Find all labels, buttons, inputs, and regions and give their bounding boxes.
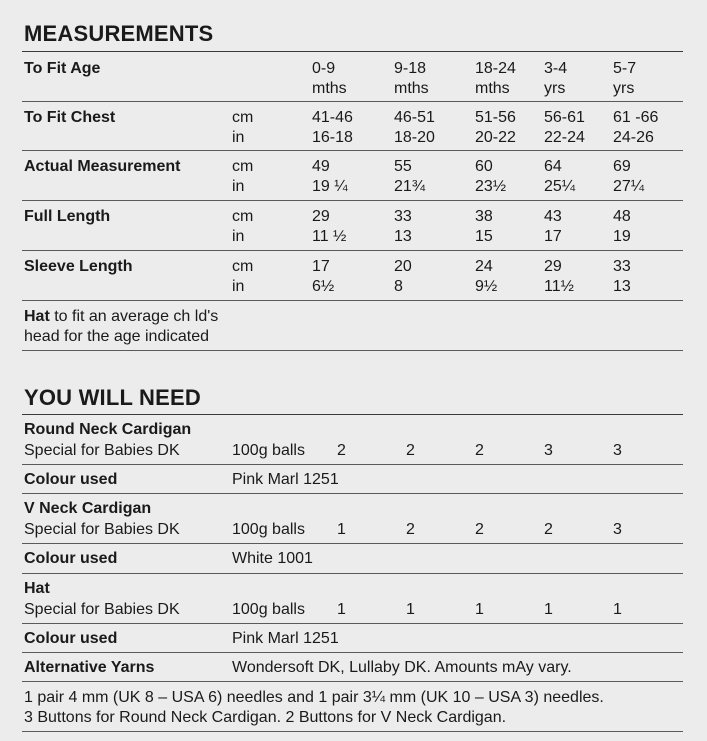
divider: [22, 623, 683, 624]
unit-in: in: [232, 228, 245, 245]
value-cm: 64: [544, 158, 562, 175]
divider: [22, 150, 683, 151]
value-cm: 38: [475, 208, 493, 225]
amount: 1: [475, 601, 484, 618]
value-in: 8: [394, 278, 403, 295]
amount: 2: [475, 442, 484, 459]
colour-label: Colour used: [24, 630, 118, 647]
value-cm: 60: [475, 158, 493, 175]
value-in: 11½: [544, 278, 574, 295]
age-unit: yrs: [613, 80, 635, 97]
alternative-label: Alternative Yarns: [24, 659, 155, 676]
alternative-text: Wondersoft DK, Lullaby DK. Amounts mAy vary.: [232, 659, 572, 676]
item-title: Round Neck Cardigan: [24, 421, 192, 438]
divider: [22, 414, 683, 415]
colour-label: Colour used: [24, 550, 118, 567]
age-value: 0-9: [312, 60, 336, 77]
value-cm: 48: [613, 208, 631, 225]
needles-note: 1 pair 4 mm (UK 8 – USA 6) needles and 1 pair 3¼ mm (UK 10 – USA 3) needles.: [24, 689, 604, 706]
value-in: 18-20: [394, 129, 435, 146]
value-in: 24-26: [613, 129, 654, 146]
amount: 2: [337, 442, 346, 459]
value-cm: 33: [613, 258, 631, 275]
item-unit: 100g balls: [232, 521, 305, 538]
value-cm: 24: [475, 258, 493, 275]
divider: [22, 350, 683, 351]
value-in: 25¼: [544, 178, 576, 195]
amount: 1: [613, 601, 622, 618]
age-value: 9-18: [394, 60, 427, 77]
unit-in: in: [232, 129, 245, 146]
hat-note-line1: [24, 307, 218, 327]
value-cm: 56-61: [544, 109, 585, 126]
value-cm: 49: [312, 158, 330, 175]
divider: [22, 731, 683, 732]
row-label: Sleeve Length: [24, 258, 133, 275]
hat-note-rest: to fit an average ch ld's: [49, 308, 219, 325]
value-cm: 29: [312, 208, 330, 225]
row-label: Full Length: [24, 208, 111, 225]
divider: [22, 200, 683, 201]
amount: 1: [544, 601, 553, 618]
amount: 3: [613, 442, 622, 459]
divider: [22, 250, 683, 251]
value-in: 15: [475, 228, 493, 245]
unit-cm: cm: [232, 109, 254, 126]
item-unit: 100g balls: [232, 442, 305, 459]
age-unit: yrs: [544, 80, 566, 97]
value-in: 16-18: [312, 129, 353, 146]
value-cm: 55: [394, 158, 412, 175]
divider: [22, 300, 683, 301]
item-yarn: Special for Babies DK: [24, 601, 180, 618]
value-cm: 17: [312, 258, 330, 275]
value-cm: 69: [613, 158, 631, 175]
value-cm: 29: [544, 258, 562, 275]
amount: 2: [475, 521, 484, 538]
value-in: 11 ½: [312, 228, 347, 245]
value-in: 19: [613, 228, 631, 245]
item-title: V Neck Cardigan: [24, 500, 152, 517]
hat-note-bold: Hat: [24, 308, 50, 325]
age-value: 3-4: [544, 60, 568, 77]
divider: [22, 681, 683, 682]
colour-value: Pink Marl 1251: [232, 630, 339, 647]
age-value: 5-7: [613, 60, 637, 77]
divider: [22, 101, 683, 102]
you-will-need-heading: YOU WILL NEED: [24, 385, 201, 410]
value-in: 21¾: [394, 178, 426, 195]
unit-cm: cm: [232, 258, 254, 275]
value-in: 13: [394, 228, 412, 245]
amount: 1: [406, 601, 415, 618]
row-label: To Fit Chest: [24, 109, 116, 126]
amount: 1: [337, 521, 346, 538]
colour-label: Colour used: [24, 471, 118, 488]
value-in: 9½: [475, 278, 498, 295]
age-label: To Fit Age: [24, 60, 101, 77]
value-in: 22-24: [544, 129, 585, 146]
measurements-heading: MEASUREMENTS: [24, 21, 214, 46]
value-cm: 43: [544, 208, 562, 225]
value-in: 20-22: [475, 129, 516, 146]
value-in: 13: [613, 278, 631, 295]
amount: 3: [544, 442, 553, 459]
item-yarn: Special for Babies DK: [24, 521, 180, 538]
value-cm: 33: [394, 208, 412, 225]
age-value: 18-24: [475, 60, 516, 77]
value-cm: 46-51: [394, 109, 435, 126]
amount: 2: [406, 521, 415, 538]
age-unit: mths: [312, 80, 347, 97]
buttons-note: 3 Buttons for Round Neck Cardigan. 2 Buttons for V Neck Cardigan.: [24, 709, 507, 726]
value-in: 23½: [475, 178, 507, 195]
value-cm: 51-56: [475, 109, 516, 126]
divider: [22, 543, 683, 544]
divider: [22, 573, 683, 574]
amount: 2: [406, 442, 415, 459]
value-in: 19 ¼: [312, 178, 348, 195]
item-unit: 100g balls: [232, 601, 305, 618]
unit-in: in: [232, 278, 245, 295]
value-in: 17: [544, 228, 562, 245]
amount: 2: [544, 521, 553, 538]
value-cm: 20: [394, 258, 412, 275]
colour-value: Pink Marl 1251: [232, 471, 339, 488]
unit-cm: cm: [232, 208, 254, 225]
colour-value: White 1001: [232, 550, 313, 567]
row-label: Actual Measurement: [24, 158, 181, 175]
divider: [22, 652, 683, 653]
item-yarn: Special for Babies DK: [24, 442, 180, 459]
amount: 1: [337, 601, 346, 618]
divider: [22, 464, 683, 465]
unit-cm: cm: [232, 158, 254, 175]
value-in: 27¼: [613, 178, 645, 195]
amount: 3: [613, 521, 622, 538]
value-cm: 41-46: [312, 109, 353, 126]
value-cm: 61 -66: [613, 109, 659, 126]
divider: [22, 493, 683, 494]
item-title: Hat: [24, 580, 50, 597]
age-unit: mths: [475, 80, 510, 97]
unit-in: in: [232, 178, 245, 195]
divider: [22, 51, 683, 52]
value-in: 6½: [312, 278, 335, 295]
age-unit: mths: [394, 80, 429, 97]
hat-note-line2: head for the age indicated: [24, 328, 210, 345]
